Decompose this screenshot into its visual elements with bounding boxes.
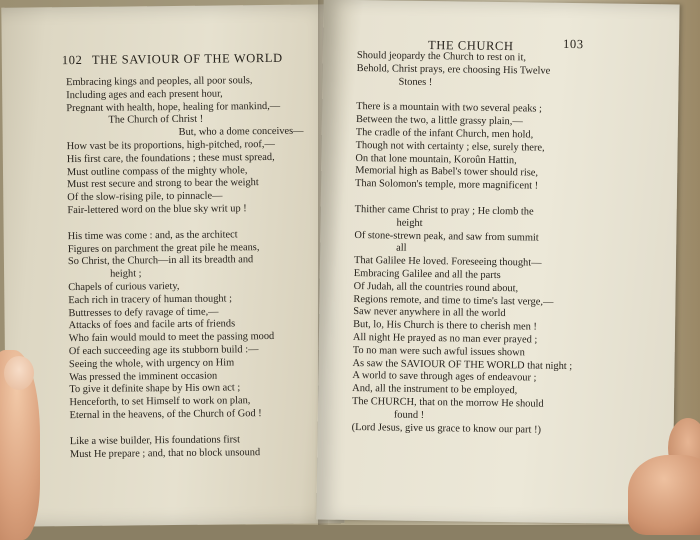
verse-line: To no man were such awful issues shown — [352, 344, 525, 359]
verse-line: height ; — [110, 268, 142, 280]
verse-line: Must outline compass of the mighty whole, — [66, 164, 248, 178]
verse-line: Between the two, a little grassy plain,— — [355, 114, 523, 128]
verse-line: all — [396, 242, 407, 255]
verse-line: The Church of Christ ! — [108, 114, 204, 127]
verse-line: A world to save through ages of endeavour ; — [352, 370, 537, 384]
verse-line: Must rest secure and strong to bear the weight — [67, 177, 259, 191]
verse-line: Behold, Christ prays, ere choosing His Twelve — [356, 62, 551, 77]
verse-line: Than Solomon's temple, more magnificent ! — [355, 178, 539, 192]
left-running-head — [62, 51, 283, 68]
verse-line: Chapels of curious variety, — [68, 280, 180, 294]
right-page-title: THE CHURCH — [427, 38, 514, 54]
verse-line: height — [396, 217, 423, 229]
verse-line: Who fain would mould to meet the passing mood — [68, 331, 275, 345]
verse-line: Fair-lettered word on the blue sky writ up ! — [67, 203, 247, 217]
verse-line: Including ages and each present hour, — [66, 88, 223, 101]
verse-line: Eternal in the heavens, of the Church of God ! — [69, 408, 262, 422]
verse-line: But, lo, His Church is there to cherish men ! — [353, 319, 537, 333]
verse-line: His first care, the foundations ; these must spread, — [66, 151, 275, 165]
right-page — [316, 0, 679, 524]
right-page-text — [352, 50, 657, 438]
left-page — [1, 4, 344, 527]
verse-line: Of stone-strewn peak, and saw from summit — [354, 229, 539, 244]
verse-line: found ! — [393, 409, 425, 421]
verse-line: Each rich in tracery of human thought ; — [68, 293, 233, 306]
left-thumbnail — [4, 356, 34, 390]
verse-line: Like a wise builder, His foundations first — [69, 434, 241, 447]
verse-line: Embracing kings and peoples, all poor souls, — [66, 75, 253, 89]
verse-line: His time was come : and, as the architect — [67, 229, 238, 242]
verse-line: (Lord Jesus, give us grace to know our part !) — [351, 421, 542, 436]
verse-line: That Galilee He loved. Foreseeing thought— — [353, 255, 542, 269]
verse-line: How vast be its proportions, high-pitched, roof,— — [66, 138, 275, 153]
verse-line: Stones ! — [398, 76, 433, 88]
verse-line: Must He prepare ; and, that no block unsound — [69, 446, 261, 460]
verse-line: Was pressed the imminent occasion — [69, 370, 218, 383]
verse-line: Attacks of foes and facile arts of friends — [68, 318, 236, 332]
verse-line: Thither came Christ to pray ; He clomb the — [354, 203, 534, 218]
verse-line: And, all the instrument to be employed, — [352, 383, 518, 397]
verse-line: Regions remote, and time to time's last verge,— — [353, 293, 554, 308]
verse-line: To give it definite shape by His own act ; — [69, 382, 241, 396]
verse-line: The CHURCH, that on the morrow He should — [351, 395, 544, 410]
verse-line: Pregnant with health, hope, healing for mankind,— — [66, 100, 281, 114]
verse-line: Of the slow-rising pile, to pinnacle— — [67, 190, 223, 204]
verse-line: So Christ, the Church—in all its breadth and — [67, 254, 254, 268]
left-page-title: THE SAVIOUR OF THE WORLD — [91, 50, 283, 67]
verse-line: Of Judah, all the countries round about, — [353, 280, 519, 295]
right-thumb — [628, 455, 700, 535]
right-page-number: 103 — [562, 36, 584, 52]
verse-line: Of each succeeding age its stubborn build :— — [68, 344, 259, 358]
verse-line: There is a mountain with two several peaks ; — [356, 101, 543, 115]
verse-line: Though not with certainty ; else, surely there, — [355, 139, 545, 154]
verse-line: The cradle of the infant Church, men hold, — [355, 126, 534, 141]
left-page-number: 102 — [61, 52, 83, 68]
verse-line: Embracing Galilee and all the parts — [353, 267, 501, 281]
verse-line: Figures on parchment the great pile he means, — [67, 241, 260, 255]
verse-line: Saw never anywhere in all the world — [353, 306, 506, 320]
verse-line: Henceforth, to set Himself to work on plan, — [69, 395, 251, 409]
verse-line: On that lone mountain, Koroûn Hattin, — [355, 152, 517, 166]
verse-line: But, who a dome conceives— — [178, 125, 304, 139]
verse-line: Seeing the whole, with urgency on Him — [68, 357, 235, 370]
left-page-text — [66, 74, 340, 461]
verse-line: Should jeopardy the Church to rest on it, — [356, 50, 527, 64]
verse-line: As saw the SAVIOUR OF THE WORLD that night ; — [352, 357, 573, 372]
verse-line: Memorial high as Babel's tower should rise, — [355, 165, 539, 179]
verse-line: All night He prayed as no man ever prayed ; — [352, 331, 538, 346]
verse-line: Buttresses to defy ravage of time,— — [68, 306, 219, 319]
